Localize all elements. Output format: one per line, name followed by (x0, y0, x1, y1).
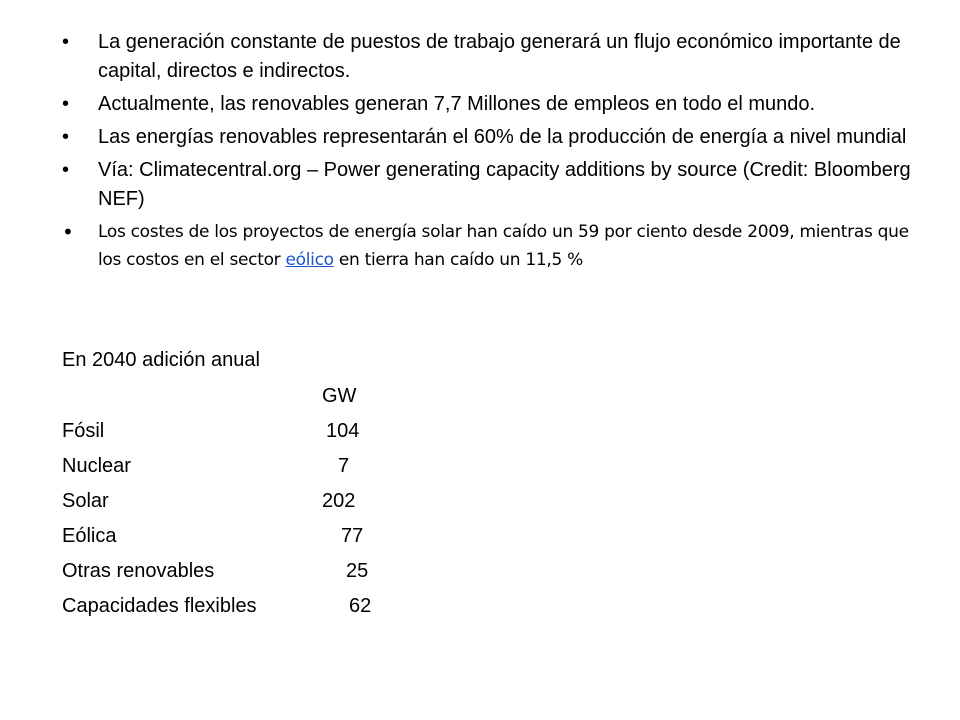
capacity-value: 104 (326, 420, 360, 442)
bullet-marker: • (62, 126, 70, 148)
capacity-value: 202 (322, 490, 356, 512)
bullet-marker: • (62, 159, 70, 181)
eolico-link[interactable]: eólico (285, 250, 334, 270)
bullet-text: Actualmente, las renovables generan 7,7 Millones de empleos en todo el mundo. (98, 93, 816, 115)
source-label: Otras renovables (62, 560, 215, 582)
bullet-text: Vía: Climatecentral.org – Power generating capacity additions by source (Credit: Bloomberg NEF) (98, 159, 911, 210)
bullet-item-source-note (62, 218, 912, 274)
source-label: Solar (62, 490, 109, 512)
unit-header: GW (322, 385, 357, 407)
bullet-text: La generación constante de puestos de trabajo generará un flujo económico importante de capital, directos e indirectos. (98, 31, 901, 82)
annual-addition-heading: En 2040 adición anual (62, 349, 260, 371)
capacity-value: 25 (346, 560, 369, 582)
bullet-list (62, 28, 912, 278)
capacity-value: 77 (341, 525, 364, 547)
source-label: Fósil (62, 420, 105, 442)
source-label: Eólica (62, 525, 117, 547)
source-label: Nuclear (62, 455, 131, 477)
bullet-text-after-link: en tierra han caído un 11,5 % (333, 250, 583, 270)
bullet-text-before-link: Los costes de los proyectos de energía solar han caído un 59 por ciento desde 2009, mientras que los costos en el sector (98, 222, 909, 270)
capacity-value: 62 (349, 595, 372, 617)
bullet-marker: • (62, 31, 70, 53)
bullet-item (62, 90, 912, 119)
bullet-text: Las energías renovables representarán el 60% de la producción de energía a nivel mundial (98, 126, 907, 148)
bullet-item (62, 123, 912, 152)
source-label: Capacidades flexibles (62, 595, 257, 617)
bullet-item (62, 28, 912, 86)
bullet-marker: • (62, 93, 70, 115)
capacity-value: 7 (338, 455, 350, 477)
bullet-item (62, 156, 912, 214)
bullet-marker: • (62, 220, 74, 244)
